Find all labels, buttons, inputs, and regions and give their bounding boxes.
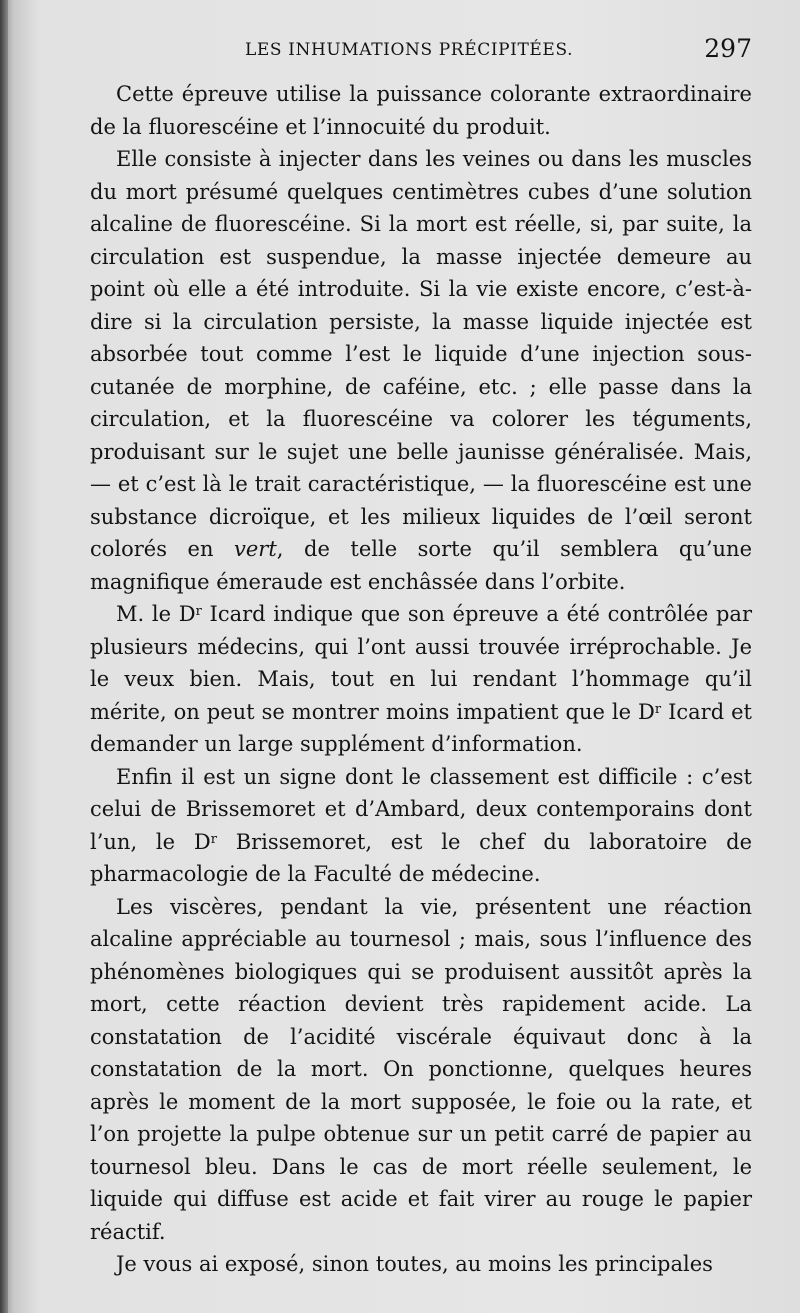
body-text — [90, 78, 752, 1281]
superscript: r — [195, 604, 202, 619]
paragraph-text: Cette épreuve utilise la puissance colorante extraordinaire de la fluorescéine et l’innocuité du produit. — [90, 82, 752, 139]
paragraph-2 — [90, 143, 752, 598]
running-title: LES INHUMATIONS PRÉCIPITÉES. — [245, 40, 574, 60]
paragraph-text: , de telle sorte qu’il semblera qu’une magnifique émeraude est enchâssée dans l’orbite. — [90, 537, 753, 594]
paragraph-6 — [90, 1248, 752, 1281]
paragraph-text: Brissemoret, est le chef du laboratoire de pharmacologie de la Faculté de médecine. — [90, 829, 752, 886]
paragraph-text: Icard indique que son épreuve a été contrôlée par plusieurs médecins, qui l’ont aussi trouvée irréprochable. Je le veux bien. Mais, tout en lui rendant l’hommage qu’il mérite, on peut se montrer moins impatient que le D — [90, 602, 752, 724]
paragraph-5 — [90, 891, 752, 1249]
paragraph-text: Elle consiste à injecter dans les veines ou dans les muscles du mort présumé quelques centimètres cubes d’une solution alcaline de fluorescéine. Si la mort est réelle, si, par suite, la circulation est suspendue, la masse injectée demeure au point où elle a été introduite. Si la vie existe encore, c’est-à-dire si la circulation persiste, la masse liquide injectée est absorbée tout comme l’est le liquide d’une injection sous-cutanée de morphine, de caféine, etc. ; elle passe dans la circulation, et la fluorescéine va colorer les téguments, produisant sur le sujet une belle jaunisse généralisée. Mais, — et c’est là le trait caractéristique, — la fluorescéine est une substance dicroïque, et les milieux liquides de l’œil seront colorés en — [90, 147, 752, 561]
paragraph-text: Enfin il est un signe dont le classement est difficile : c’est celui de Brissemoret et d’Ambard, deux contemporains dont l’un, le D — [90, 764, 752, 854]
page-number: 297 — [704, 34, 752, 63]
paragraph-text: Icard et demander un large supplément d’information. — [90, 699, 752, 756]
superscript: r — [654, 701, 662, 717]
superscript: r — [210, 831, 217, 847]
page-header — [110, 34, 752, 74]
paragraph-3 — [90, 598, 752, 761]
italic-word: vert — [234, 537, 277, 561]
paragraph-text: Les viscères, pendant la vie, présentent une réaction alcaline appréciable au tournesol ; mais, sous l’influence des phénomènes biologiques qui se produisent aussitôt après la mort, cette réaction devient très rapidement acide. La constatation de l’acidité viscérale équivaut donc à la constatation de la mort. On ponctionne, quelques heures après le moment de la mort supposée, le foie ou la rate, et l’on projette la pulpe obtenue sur un petit carré de papier au tournesol bleu. Dans le cas de mort réelle seulement, le liquide qui diffuse est acide et fait virer au rouge le papier réactif. — [90, 894, 752, 1244]
paragraph-1 — [90, 78, 752, 143]
paragraph-text: M. le D — [116, 602, 196, 626]
paragraph-text: Je vous ai exposé, sinon toutes, au moins les principales — [116, 1252, 713, 1276]
paragraph-4 — [90, 761, 752, 891]
